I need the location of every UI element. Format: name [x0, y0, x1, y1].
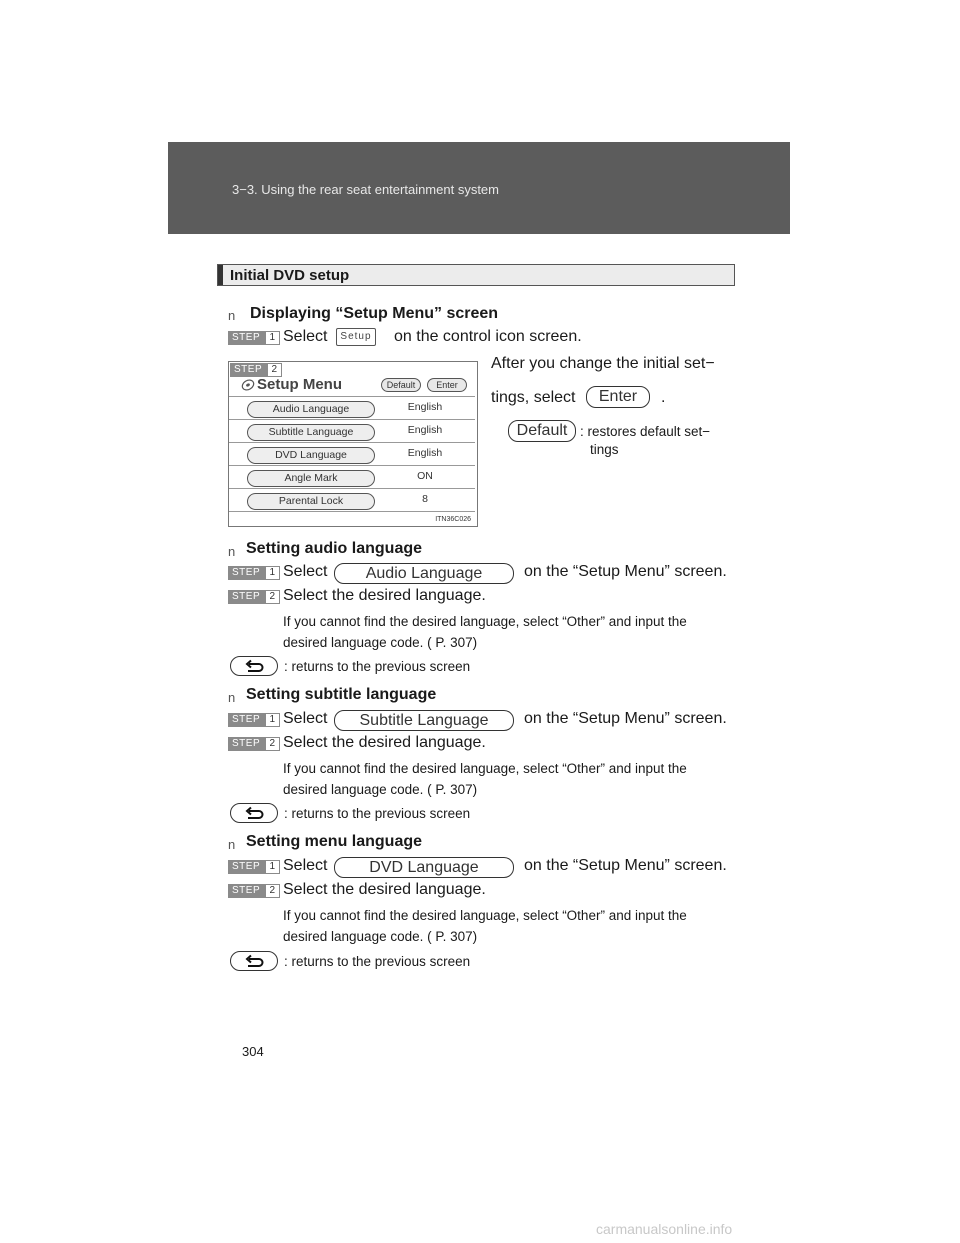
screen-title: Setup Menu: [257, 376, 342, 393]
subheading-display-setup: Displaying “Setup Menu” screen: [250, 305, 499, 322]
screen-row-value: English: [407, 447, 443, 459]
header-band: [168, 142, 790, 234]
step-text: Select: [283, 857, 328, 874]
bullet-marker: n: [228, 837, 236, 852]
step-badge: [228, 331, 280, 345]
step-badge: [228, 860, 280, 874]
screen-row-value: ON: [417, 470, 433, 482]
section-heading-bar: [217, 264, 735, 286]
step-word: STEP: [232, 738, 261, 749]
default-description: tings: [590, 442, 619, 457]
note-text: desired language code. ( P. 307): [283, 782, 478, 797]
step-word: STEP: [232, 861, 261, 872]
step-text: Select: [283, 328, 328, 345]
note-text: If you cannot find the desired language, select “Other” and input the: [283, 614, 687, 629]
row-divider: [229, 419, 475, 420]
step-badge: [228, 713, 280, 727]
chapter-title: 3−3. Using the rear seat entertainment system: [232, 182, 499, 197]
dvd-language-button[interactable]: DVD Language: [334, 857, 514, 878]
bullet-marker: n: [228, 690, 236, 705]
step-text: Select: [283, 563, 328, 580]
step-number: 2: [266, 738, 279, 750]
step-word: STEP: [232, 714, 261, 725]
step-number: 1: [266, 332, 279, 344]
row-divider: [229, 442, 475, 443]
subheading-audio-language: Setting audio language: [246, 540, 423, 557]
step-text: on the “Setup Menu” screen.: [524, 563, 727, 580]
step-text: on the “Setup Menu” screen.: [524, 857, 727, 874]
row-divider: [229, 511, 475, 512]
step-text: Select the desired language.: [283, 587, 486, 604]
setup-menu-screen: [228, 361, 478, 527]
step-text: on the control icon screen.: [394, 328, 582, 345]
step-text: Select the desired language.: [283, 881, 486, 898]
screen-enter-button[interactable]: Enter: [427, 378, 467, 392]
step-badge: [230, 363, 282, 377]
instruction-text: .: [661, 389, 666, 406]
screen-row-value: 8: [422, 493, 428, 505]
screen-row-value: English: [407, 424, 443, 436]
screen-subtitle-language-button[interactable]: Subtitle Language: [247, 424, 375, 441]
default-button[interactable]: Default: [508, 420, 576, 442]
step-number: 2: [266, 591, 279, 603]
screen-angle-mark-button[interactable]: Angle Mark: [247, 470, 375, 487]
return-arrow-icon: [245, 659, 265, 675]
watermark: carmanualsonline.info: [596, 1221, 733, 1237]
row-divider: [229, 488, 475, 489]
section-title: Initial DVD setup: [230, 267, 350, 284]
step-number: 1: [266, 861, 279, 873]
step-word: STEP: [232, 591, 261, 602]
screen-dvd-language-button[interactable]: DVD Language: [247, 447, 375, 464]
audio-language-button[interactable]: Audio Language: [334, 563, 514, 584]
default-description: : restores default set−: [580, 424, 711, 439]
subtitle-language-button[interactable]: Subtitle Language: [334, 710, 514, 731]
step-badge: [228, 566, 280, 580]
page-number: 304: [242, 1044, 264, 1059]
step-word: STEP: [232, 567, 261, 578]
instruction-text: After you change the initial set−: [491, 355, 715, 372]
back-button[interactable]: [230, 656, 278, 676]
return-arrow-icon: [245, 806, 265, 822]
instruction-text: tings, select: [491, 389, 576, 406]
row-divider: [229, 396, 475, 397]
step-word: STEP: [234, 364, 263, 375]
step-badge: [228, 590, 280, 604]
back-description: : returns to the previous screen: [284, 659, 471, 674]
back-button[interactable]: [230, 803, 278, 823]
bullet-marker: n: [228, 544, 236, 559]
step-text: on the “Setup Menu” screen.: [524, 710, 727, 727]
subheading-subtitle-language: Setting subtitle language: [246, 686, 437, 703]
step-badge: [228, 884, 280, 898]
step-number: 2: [266, 885, 279, 897]
row-divider: [229, 465, 475, 466]
return-arrow-icon: [245, 954, 265, 970]
screen-audio-language-button[interactable]: Audio Language: [247, 401, 375, 418]
step-number: 2: [268, 364, 281, 376]
step-number: 1: [266, 714, 279, 726]
note-text: desired language code. ( P. 307): [283, 635, 478, 650]
note-text: If you cannot find the desired language, select “Other” and input the: [283, 908, 687, 923]
setup-button[interactable]: Setup: [336, 328, 376, 346]
screen-default-button[interactable]: Default: [381, 378, 421, 392]
figure-code: ITN36C026: [435, 516, 471, 523]
screen-row-value: English: [407, 401, 443, 413]
subheading-menu-language: Setting menu language: [246, 833, 423, 850]
step-badge: [228, 737, 280, 751]
step-text: Select the desired language.: [283, 734, 486, 751]
step-word: STEP: [232, 885, 261, 896]
note-text: desired language code. ( P. 307): [283, 929, 478, 944]
enter-button[interactable]: Enter: [586, 386, 650, 408]
disc-icon: [241, 379, 255, 391]
step-number: 1: [266, 567, 279, 579]
screen-parental-lock-button[interactable]: Parental Lock: [247, 493, 375, 510]
note-text: If you cannot find the desired language, select “Other” and input the: [283, 761, 687, 776]
back-description: : returns to the previous screen: [284, 954, 471, 969]
step-text: Select: [283, 710, 328, 727]
back-description: : returns to the previous screen: [284, 806, 471, 821]
bullet-marker: n: [228, 308, 236, 323]
step-word: STEP: [232, 332, 261, 343]
back-button[interactable]: [230, 951, 278, 971]
